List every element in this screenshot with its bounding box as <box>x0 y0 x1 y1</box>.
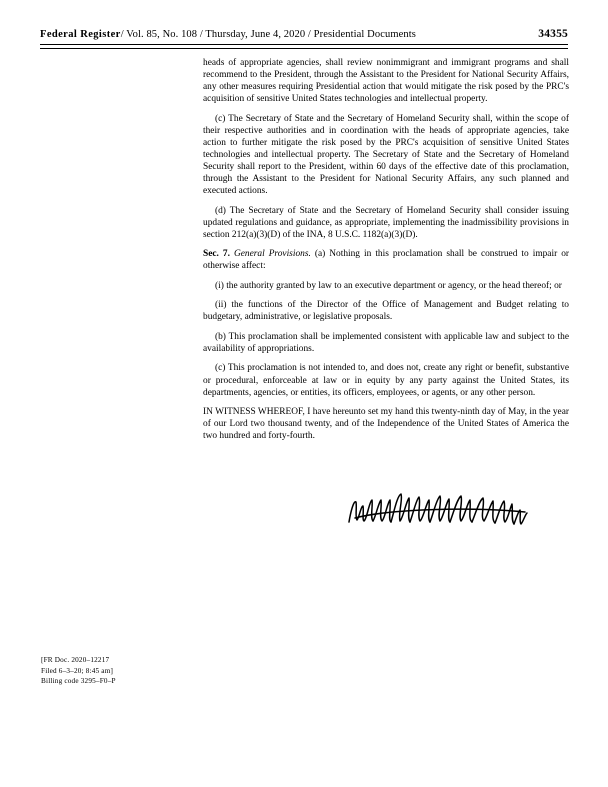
paragraph-ii <box>203 299 569 323</box>
paragraph-text: heads of appropriate agencies, shall review nonimmigrant and immigrant programs and shall recommend to the President, through the Assistant to the President for National Security Affairs, any other measures requiring Presidential action that would mitigate the risk posed by the PRC's acquisition of sensitive United States technologies and intellectual property. <box>203 58 569 105</box>
paragraph-c-2 <box>203 362 569 398</box>
paragraph-text: (c) This proclamation is not intended to, and does not, create any right or benefit, substantive or procedural, enforceable at law or in equity by any party against the United States, its departments, agencies, or entities, its officers, employees, or agents, or any other person. <box>203 363 569 398</box>
fr-doc-line: [FR Doc. 2020–12217 <box>41 656 110 664</box>
section-number: Sec. 7. <box>203 249 230 260</box>
docket-block <box>41 655 116 687</box>
filed-line: Filed 6–3–20; 8:45 am] <box>41 666 114 675</box>
citation-text: / Vol. 85, No. 108 / Thursday, June 4, 2020 / Presidential Documents <box>120 29 416 40</box>
paragraph-text: (ii) the functions of the Director of the Office of Management and Budget relating to budgetary, administrative, or legislative proposals. <box>203 300 569 323</box>
presidential-signature <box>345 488 545 538</box>
section-heading: General Provisions. <box>233 249 311 260</box>
publication-title: Federal Register <box>40 29 121 40</box>
billing-code-line: Billing code 3295–F0–P <box>41 677 116 686</box>
page-number: 34355 <box>538 28 568 40</box>
paragraph-text: (i) the authority granted by law to an executive department or agency, or the head thereof; or <box>215 280 562 291</box>
paragraph-text: IN WITNESS WHEREOF, I have hereunto set my hand this twenty-ninth day of May, in the year of our Lord two thousand twenty, and of the Independence of the United States of America the two hundred and forty-fourth. <box>203 407 569 442</box>
paragraph-text: (c) The Secretary of State and the Secretary of Homeland Security shall, within the scope of their respective authorities and in coordination with the heads of appropriate agencies, take action to further mitigate the risk posed by the PRC's acquisition of sensitive United States technologies and intellectual property. The Secretary of State and the Secretary of Homeland Security shall report to the President, within 60 days of the effective date of this proclamation, through the Assistant to the President for National Security Affairs, any such planned and executed actions. <box>203 113 569 196</box>
running-head <box>40 28 568 41</box>
paragraph-text: (d) The Secretary of State and the Secretary of Homeland Security shall consider issuing updated regulations and guidance, as appropriate, implementing the inadmissibility provisions in section 212(a)(3)(D) of the INA, 8 U.S.C. 1182(a)(3)(D). <box>203 205 569 240</box>
paragraph-section-7 <box>203 248 569 272</box>
paragraph-b <box>203 331 569 355</box>
paragraph-text: (b) This proclamation shall be implemented consistent with applicable law and subject to the availability of appropriations. <box>203 331 569 354</box>
paragraph-continued <box>203 57 569 105</box>
body-column <box>203 57 569 442</box>
paragraph-text: (a) Nothing in this proclamation shall be construed to impair or otherwise affect: <box>203 249 570 272</box>
paragraph-c <box>203 113 569 197</box>
paragraph-d <box>203 205 569 241</box>
paragraph-i <box>203 280 569 292</box>
header-rule <box>40 44 568 49</box>
paragraph-in-witness-whereof <box>203 406 569 442</box>
